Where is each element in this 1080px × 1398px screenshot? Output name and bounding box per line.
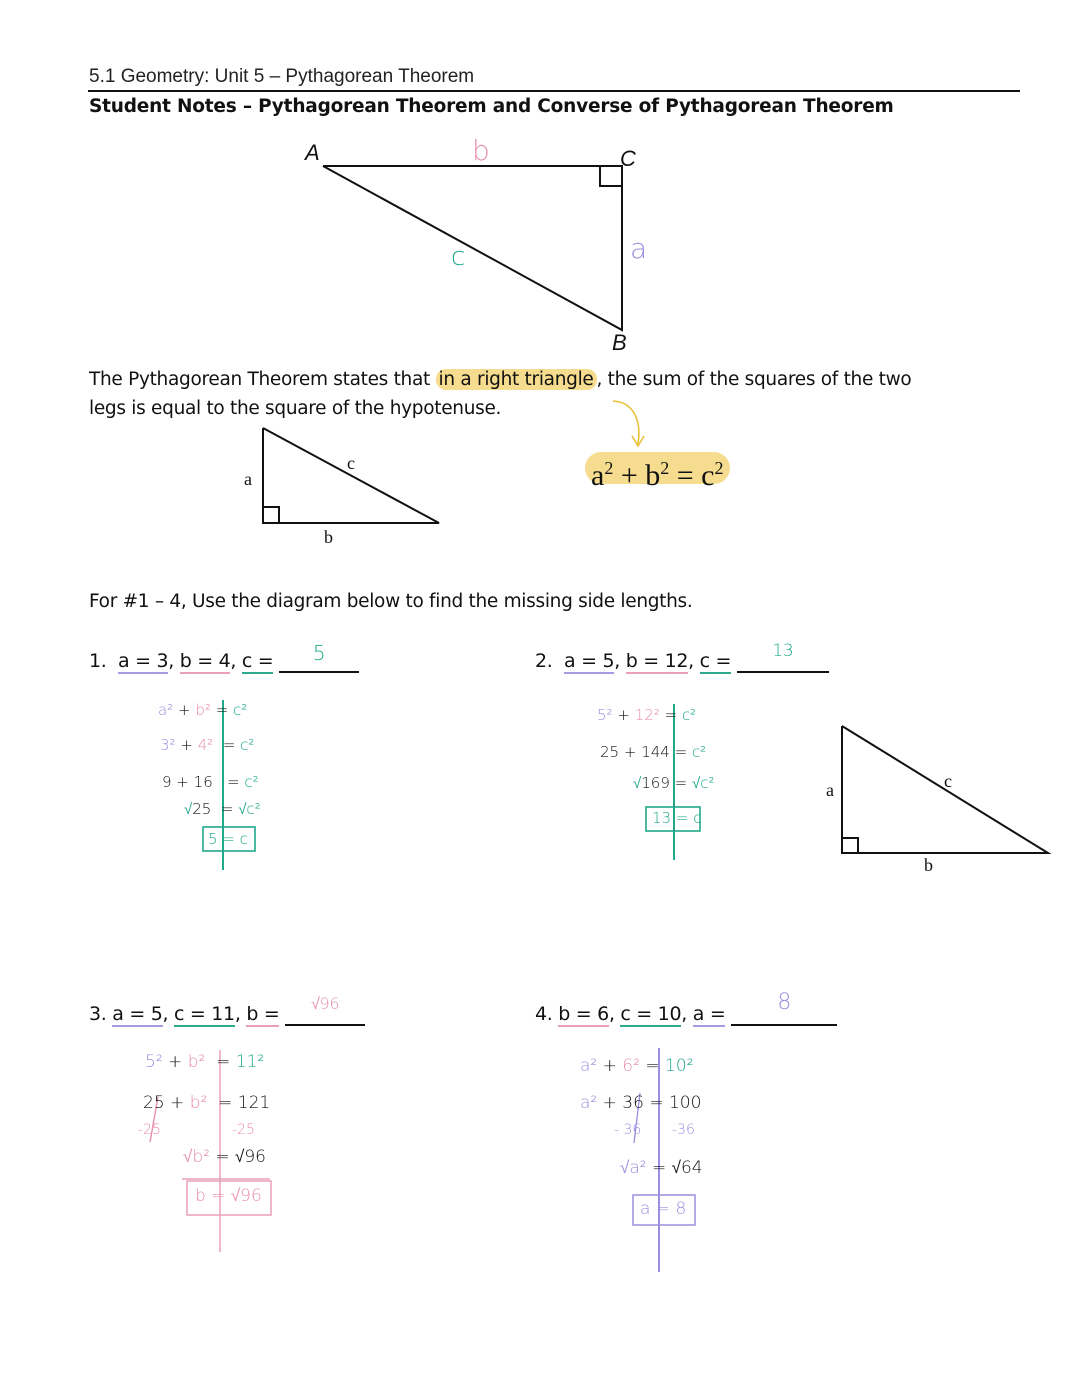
work-line: 5² + 12² = c²	[597, 706, 697, 724]
highlighted-phrase: in a right triangle	[436, 369, 597, 390]
unknown-b: b =	[246, 1003, 280, 1025]
work-line: 3² + 4² = c²	[160, 736, 255, 754]
given-b: b = 6	[558, 1003, 609, 1025]
answer-value: 8	[777, 990, 792, 1015]
problem-number: 4.	[535, 1003, 553, 1025]
vertex-b-label: B	[612, 330, 627, 355]
work-line: √25 = √c²	[184, 800, 261, 818]
unknown-c: c =	[241, 650, 274, 672]
work-line: a² + b² = c²	[158, 701, 248, 719]
problem-number: 3.	[89, 1003, 107, 1025]
problem-3: 3. a = 5, c = 11, b = √96	[89, 1003, 365, 1026]
formula-c: c	[701, 459, 715, 492]
work-line: a² + 36 = 100	[580, 1093, 702, 1113]
work-line: - 36	[614, 1122, 642, 1138]
page-title: Student Notes – Pythagorean Theorem and Converse of Pythagorean Theorem	[89, 96, 894, 117]
work-answer: 13 = c	[652, 809, 702, 827]
work-line: a² + 6² = 10²	[580, 1056, 694, 1076]
side-b-handwritten: b	[472, 134, 490, 167]
given-a: a = 5	[112, 1003, 163, 1025]
side-c-handwritten: c	[451, 242, 466, 272]
answer-value: 13	[772, 641, 794, 661]
work-line: √b² = √96	[183, 1147, 266, 1167]
given-b: b = 12	[625, 650, 689, 672]
diagram-label-a: a	[826, 780, 834, 800]
problem-number: 1.	[89, 650, 107, 672]
given-b: b = 4	[179, 650, 231, 672]
given-a: a = 5	[564, 650, 615, 672]
document-header: 5.1 Geometry: Unit 5 – Pythagorean Theorem	[89, 66, 475, 87]
instructions: For #1 – 4, Use the diagram below to find the missing side lengths.	[89, 591, 693, 612]
formula-plus: +	[620, 459, 638, 492]
work-line: -25	[138, 1122, 161, 1138]
vertex-a-label: A	[305, 140, 320, 165]
given-c: c = 10	[620, 1003, 682, 1025]
given-a: a = 3	[118, 650, 169, 672]
answer-value: √96	[311, 994, 340, 1013]
work-line: √169 = √c²	[633, 774, 715, 792]
work-line: -25	[232, 1122, 255, 1138]
diagram-label-b: b	[924, 855, 933, 875]
problem-2: 2. a = 5, b = 12, c = 13	[535, 650, 829, 673]
ref-label-b: b	[324, 527, 333, 547]
formula-b: b	[645, 459, 661, 492]
formula-eq: =	[676, 459, 694, 492]
problem-number: 2.	[535, 650, 553, 672]
statement-before: The Pythagorean Theorem states that	[89, 369, 436, 390]
problem-4: 4. b = 6, c = 10, a = 8	[535, 1003, 837, 1026]
work-answer: a = 8	[640, 1199, 687, 1219]
answer-value: 5	[312, 641, 326, 665]
work-line: √a² = √64	[620, 1158, 703, 1178]
statement-after: , the sum of the squares of the two	[596, 369, 912, 390]
vertex-c-label: C	[620, 146, 636, 171]
problem-1: 1. a = 3, b = 4, c = 5	[89, 650, 359, 673]
work-answer: 5 = c	[208, 830, 248, 848]
formula-exp: 2	[660, 458, 670, 478]
side-a-handwritten: a	[630, 232, 648, 265]
unknown-a: a =	[692, 1003, 726, 1025]
ref-label-a: a	[244, 469, 252, 489]
diagram-label-c: c	[944, 771, 952, 791]
work-line: 5² + b² = 11²	[145, 1052, 265, 1072]
formula-exp: 2	[714, 458, 724, 478]
work-line: 25 + 144 = c²	[600, 743, 707, 761]
formula-exp: 2	[604, 458, 614, 478]
work-answer: b = √96	[195, 1186, 262, 1206]
ref-label-c: c	[347, 453, 355, 473]
formula-a: a	[591, 459, 605, 492]
work-line: 25 + b² = 121	[143, 1093, 271, 1113]
work-line: 9 + 16 = c²	[162, 773, 259, 791]
work-line: -36	[672, 1122, 695, 1138]
given-c: c = 11	[174, 1003, 235, 1025]
unknown-c: c =	[699, 650, 732, 672]
theorem-statement-line2: legs is equal to the square of the hypotenuse.	[89, 398, 502, 419]
